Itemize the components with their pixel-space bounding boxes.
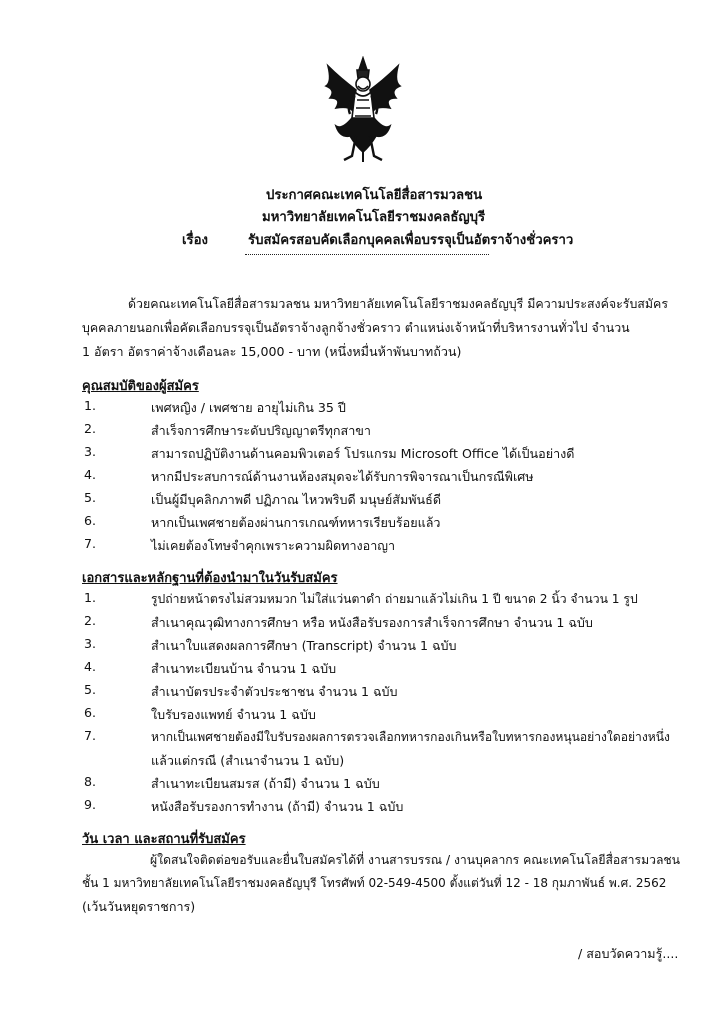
document-item: สำเนาบัตรประจำตัวประชาชน จำนวน 1 ฉบับ [151, 684, 398, 699]
qualifications-title: คุณสมบัติของผู้สมัคร [82, 379, 199, 394]
qualification-item: เพศหญิง / เพศชาย อายุไม่เกิน 35 ปี [151, 400, 346, 415]
document-number: 5. [84, 682, 97, 697]
header-line-university: มหาวิทยาลัยเทคโนโลยีราชมงคลธัญบุรี [262, 210, 486, 225]
document-number: 7. [84, 728, 97, 743]
documents-title: เอกสารและหลักฐานที่ต้องนำมาในวันรับสมัคร [82, 571, 338, 586]
intro-line-3: 1 อัตรา อัตราค่าจ้างเดือนละ 15,000 - บาท (หนึ่งหมื่นห้าพันบาทถ้วน) [82, 344, 462, 359]
continued-note: / สอบวัดความรู้.... [578, 946, 679, 961]
qualification-number: 1. [84, 398, 97, 413]
subject-text: รับสมัครสอบคัดเลือกบุคคลเพื่อบรรจุเป็นอัตราจ้างชั่วคราว [248, 233, 574, 248]
venue-line-2: ชั้น 1 มหาวิทยาลัยเทคโนโลยีราชมงคลธัญบุรี โทรศัพท์ 02-549-4500 ตั้งแต่วันที่ 12 - 18 กุมภาพันธ์ พ.ศ. 2562 [82, 876, 667, 890]
qualification-item: ไม่เคยต้องโทษจำคุกเพราะความผิดทางอาญา [151, 538, 396, 553]
document-number: 8. [84, 774, 97, 789]
qualification-number: 2. [84, 421, 97, 436]
qualification-number: 3. [84, 444, 97, 459]
garuda-emblem [322, 56, 404, 164]
document-number: 6. [84, 705, 97, 720]
document-item: สำเนาคุณวุฒิทางการศึกษา หรือ หนังสือรับรองการสำเร็จการศึกษา จำนวน 1 ฉบับ [151, 615, 593, 630]
qualification-item: หากเป็นเพศชายต้องผ่านการเกณฑ์ทหารเรียบร้อยแล้ว [151, 515, 441, 530]
document-item: สำเนาใบแสดงผลการศึกษา (Transcript) จำนวน 1 ฉบับ [151, 638, 457, 653]
document-number: 1. [84, 590, 97, 605]
qualification-number: 6. [84, 513, 97, 528]
subject-label: เรื่อง [182, 233, 208, 248]
document-item-continuation: แล้วแต่กรณี (สำเนาจำนวน 1 ฉบับ) [151, 753, 345, 768]
qualification-item: หากมีประสบการณ์ด้านงานห้องสมุดจะได้รับการพิจารณาเป็นกรณีพิเศษ [151, 469, 534, 484]
intro-line-1: ด้วยคณะเทคโนโลยีสื่อสารมวลชน มหาวิทยาลัยเทคโนโลยีราชมงคลธัญบุรี มีความประสงค์จะรับสมัคร [128, 296, 668, 311]
document-number: 4. [84, 659, 97, 674]
document-item: หากเป็นเพศชายต้องมีใบรับรองผลการตรวจเลือกทหารกองเกินหรือใบทหารกองหนุนอย่างใดอย่างหนึ่ง [151, 730, 670, 744]
document-number: 2. [84, 613, 97, 628]
qualification-number: 7. [84, 536, 97, 551]
document-item: สำเนาทะเบียนบ้าน จำนวน 1 ฉบับ [151, 661, 337, 676]
document-number: 3. [84, 636, 97, 651]
document-number: 9. [84, 797, 97, 812]
document-item: รูปถ่ายหน้าตรงไม่สวมหมวก ไม่ใส่แว่นตาดำ ถ่ายมาแล้วไม่เกิน 1 ปี ขนาด 2 นิ้ว จำนวน 1 รูป [151, 592, 638, 606]
qualification-item: สำเร็จการศึกษาระดับปริญญาตรีทุกสาขา [151, 423, 371, 438]
document-item: ใบรับรองแพทย์ จำนวน 1 ฉบับ [151, 707, 316, 722]
qualification-item: เป็นผู้มีบุคลิกภาพดี ปฏิภาณ ไหวพริบดี มนุษย์สัมพันธ์ดี [151, 492, 442, 507]
header-line-faculty: ประกาศคณะเทคโนโลยีสื่อสารมวลชน [266, 188, 483, 203]
intro-line-2: บุคคลภายนอกเพื่อคัดเลือกบรรจุเป็นอัตราจ้างลูกจ้างชั่วคราว ตำแหน่งเจ้าหน้าที่บริหารงานทั่วไป จำนวน [82, 320, 630, 335]
venue-line-1: ผู้ใดสนใจติดต่อขอรับและยื่นใบสมัครได้ที่ งานสารบรรณ / งานบุคลากร คณะเทคโนโลยีสื่อสารมวลชน [150, 853, 681, 867]
document-item: สำเนาทะเบียนสมรส (ถ้ามี) จำนวน 1 ฉบับ [151, 776, 380, 791]
venue-title: วัน เวลา และสถานที่รับสมัคร [82, 832, 246, 847]
qualification-item: สามารถปฏิบัติงานด้านคอมพิวเตอร์ โปรแกรม Microsoft Office ได้เป็นอย่างดี [151, 446, 575, 461]
venue-line-3: (เว้นวันหยุดราชการ) [82, 899, 196, 914]
header-divider [245, 254, 489, 255]
document-item: หนังสือรับรองการทำงาน (ถ้ามี) จำนวน 1 ฉบับ [151, 799, 404, 814]
qualification-number: 5. [84, 490, 97, 505]
qualification-number: 4. [84, 467, 97, 482]
